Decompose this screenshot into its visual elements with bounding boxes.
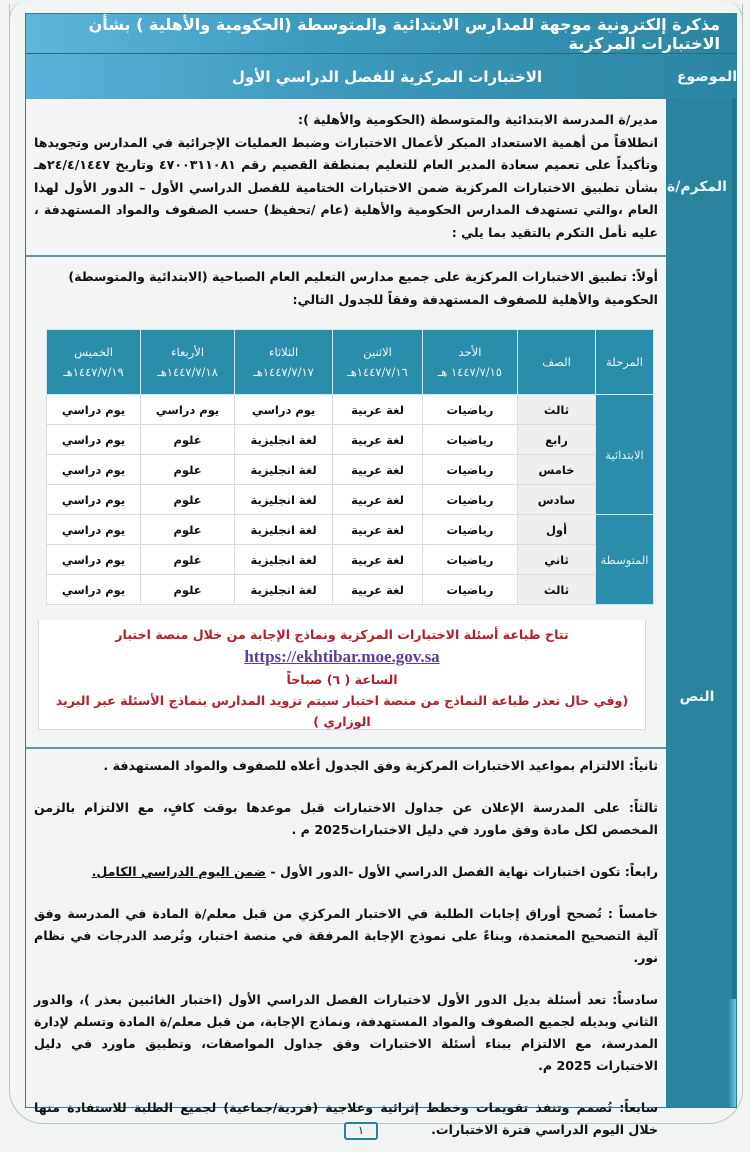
notice-fallback: (وفي حال تعذر طباعة النماذج من منصة اختبار سيتم تزويد المدارس بنماذج الأسئلة عبر البريد الوزاري ) [55, 693, 629, 729]
subject-cell: علوم [141, 515, 235, 545]
subject-cell: رياضيات [422, 425, 517, 455]
table-row [47, 575, 654, 605]
grade-cell: سادس [518, 485, 596, 515]
subject-cell: علوم [141, 425, 235, 455]
subject-cell: رياضيات [422, 395, 517, 425]
header-stage: المرحلة [596, 330, 654, 395]
header-day: الخميس ١٤٤٧/٧/١٩هـ [47, 330, 141, 395]
subject-cell: لغة انجليزية [235, 545, 333, 575]
subject-cell: لغة انجليزية [235, 455, 333, 485]
section-first-intro: أولاً: تطبيق الاختبارات المركزية على جميع مدارس التعليم العام الصباحية (الابتدائية والمتوسطة) الحكومية والأهلية للصفوف المستهدفة وفقاً للجدول التالي: [68, 269, 658, 307]
grade-cell: ثاني [518, 545, 596, 575]
ekhtibar-link[interactable]: https://ekhtibar.moe.gov.sa [244, 647, 440, 666]
addressee-section [26, 99, 666, 257]
page-number: ١ [344, 1122, 378, 1140]
addressee-paragraph: انطلاقاً من أهمية الاستعداد المبكر لأعمال الاختبارات وضبط العمليات الإجرائية في المدارس وتجويدها وتأكيداً على تعميم سعادة المدير العام للتعليم بمنطقة القصيم رقم ٤٧٠٠٣١١٠٨١ وتاريخ ٢٤/٤/١٤٤٧هـ بشأن تطبيق الاختبارات المركزية ضمن الاختبارات الختامية للفصل الدراسي الأول – الدور الأول لهذا العام ،والتي تستهدف المدارس الحكومية والأهلية (عام /تحفيظ) حسب الصفوف والمواد المستهدفة ، عليه نأمل التكرم بالتقيد بما يلي : [34, 134, 658, 240]
header-day: الأحد ١٤٤٧/٧/١٥ هـ [422, 330, 517, 395]
subject-cell: يوم دراسي [47, 515, 141, 545]
header-day: الأربعاء ١٤٤٧/٧/١٨هـ [141, 330, 235, 395]
section-points [26, 749, 666, 1137]
point-third: ثالثاً: على المدرسة الإعلان عن جداول الاختبارات قبل موعدها بوقت كافٍ، مع الالتزام بالزمن المخصص لكل مادة وفق ماورد في دليل الاختبارات2025 م . [34, 800, 658, 837]
subject-cell: علوم [141, 575, 235, 605]
subject-row [26, 54, 736, 99]
notice-line-1: تتاح طباعة أسئلة الاختبارات المركزية ونماذج الإجابة من خلال منصة اختبار [115, 627, 569, 642]
body-label: النص [679, 689, 715, 705]
subject-cell: لغة عربية [333, 455, 423, 485]
subject-cell: علوم [141, 545, 235, 575]
subject-cell: لغة انجليزية [235, 515, 333, 545]
point-sixth: سادساً: تعد أسئلة بديل الدور الأول لاختبارات الفصل الدراسي الأول (اختبار الغائبين بعذر )، والدور الثاني وبديله لجميع الصفوف والمواد المستهدفة، ونماذج الإجابة، من قبل معلم/ة المادة وتسلم لإدارة المدرسة، مع الالتزام ببناء أسئلة الاختبارات وفق جداول المواصفات، وتطبيق ماورد في دليل الاختبارات 2025 م. [34, 992, 658, 1073]
point-fifth: خامساً : تُصحح أوراق إجابات الطلبة في الاختبار المركزي من قبل معلم/ة المادة في المدرسة وفق آلية التصحيح المعتمدة، وبناءً على نموذج الإجابة المرفقة في منصة اختبار، وتُرصد الدرجات في نظام نور. [34, 906, 658, 965]
subject-cell: لغة عربية [333, 425, 423, 455]
section-first [26, 257, 666, 749]
content-column [26, 99, 666, 1137]
table-row [47, 395, 654, 425]
subject-cell: لغة انجليزية [235, 425, 333, 455]
header-day: الثلاثاء ١٤٤٧/٧/١٧هـ [235, 330, 333, 395]
header-day: الاثنين ١٤٤٧/٧/١٦هـ [333, 330, 423, 395]
table-header-row [47, 330, 654, 395]
table-row [47, 545, 654, 575]
subject-cell: لغة عربية [333, 545, 423, 575]
point-fourth-underlined: ضمن اليوم الدراسي الكامل. [91, 864, 266, 879]
header-grade: الصف [518, 330, 596, 395]
subject-label: الموضوع [676, 68, 738, 85]
subject-value: الاختبارات المركزية للفصل الدراسي الأول [231, 67, 543, 86]
subject-cell: يوم دراسي [47, 545, 141, 575]
subject-cell: رياضيات [422, 485, 517, 515]
subject-cell: رياضيات [422, 455, 517, 485]
point-fourth: رابعاً: تكون اختبارات نهاية الفصل الدراسي الأول -الدور الأول - ضمن اليوم الدراسي الكامل. [91, 864, 658, 879]
subject-cell: لغة انجليزية [235, 485, 333, 515]
stage-cell: المتوسطة [596, 515, 654, 605]
subject-cell: لغة عربية [333, 395, 423, 425]
subject-cell: يوم دراسي [47, 395, 141, 425]
subject-cell: علوم [141, 455, 235, 485]
subject-cell: يوم دراسي [47, 575, 141, 605]
subject-cell: يوم دراسي [47, 455, 141, 485]
grade-cell: رابع [518, 425, 596, 455]
grade-cell: ثالث [518, 575, 596, 605]
memo-document [25, 13, 738, 1137]
side-label-column [666, 99, 736, 1107]
grade-cell: أول [518, 515, 596, 545]
stage-cell: الابتدائية [596, 395, 654, 515]
subject-cell: لغة عربية [333, 575, 423, 605]
memo-title: مذكرة إلكترونية موجهة للمدارس الابتدائية والمتوسطة (الحكومية والأهلية ) بشأن الاختبارات المركزية [26, 14, 736, 54]
notice-time: الساعة ( ٦) صباحاً [286, 672, 398, 687]
table-row [47, 455, 654, 485]
point-second: ثانياً: الالتزام بمواعيد الاختبارات المركزية وفق الجدول أعلاه للصفوف والمواد المستهدفة . [103, 758, 658, 773]
point-seventh: سابعاً: تُصمم وتنفذ تقويمات وخطط إثرائية وعلاجية (فردية/جماعية) لجميع الطلبة للاستفادة منها خلال اليوم الدراسي فترة الاختبارات. [34, 1100, 658, 1137]
subject-cell: رياضيات [422, 545, 517, 575]
grade-cell: خامس [518, 455, 596, 485]
subject-cell: لغة انجليزية [235, 575, 333, 605]
subject-cell: يوم دراسي [47, 485, 141, 515]
subject-cell: لغة عربية [333, 485, 423, 515]
subject-cell: يوم دراسي [47, 425, 141, 455]
subject-cell: يوم دراسي [141, 395, 235, 425]
print-notice [38, 620, 646, 730]
subject-cell: علوم [141, 485, 235, 515]
subject-cell: لغة عربية [333, 515, 423, 545]
salutation: مدير/ة المدرسة الابتدائية والمتوسطة (الحكومية والأهلية ): [298, 112, 658, 127]
table-row [47, 485, 654, 515]
grade-cell: ثالث [518, 395, 596, 425]
subject-cell: رياضيات [422, 515, 517, 545]
table-row [47, 425, 654, 455]
table-row [47, 515, 654, 545]
subject-cell: رياضيات [422, 575, 517, 605]
addressee-label: المكرم/ة [667, 179, 727, 195]
subject-cell: يوم دراسي [235, 395, 333, 425]
exam-schedule-table [46, 329, 654, 605]
